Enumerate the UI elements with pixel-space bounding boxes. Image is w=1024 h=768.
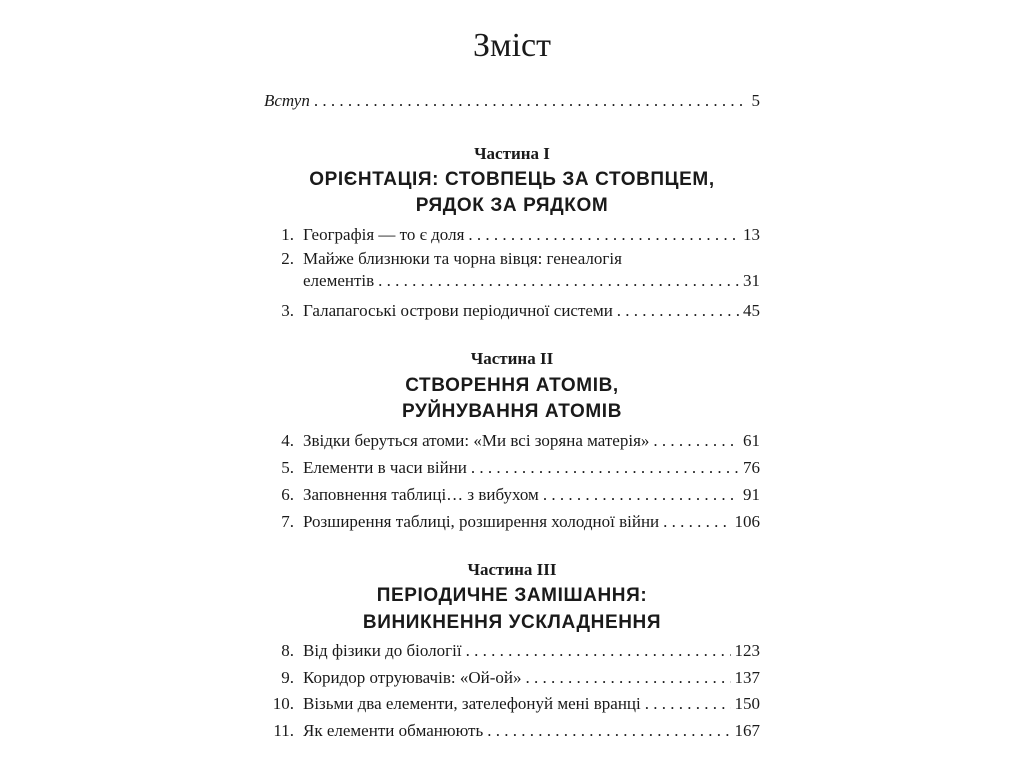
toc-entry[interactable] xyxy=(264,270,760,292)
entry-number: 8. xyxy=(281,641,294,660)
toc-entry[interactable] xyxy=(264,667,760,689)
dot-leader xyxy=(663,511,730,533)
toc-entry[interactable] xyxy=(264,511,760,533)
entry-number: 11. xyxy=(273,721,294,740)
toc-entry[interactable] xyxy=(264,484,760,506)
dot-leader xyxy=(471,457,739,479)
toc-entry[interactable] xyxy=(264,430,760,452)
toc-entry[interactable] xyxy=(264,224,760,246)
dot-leader xyxy=(653,430,739,452)
entry-page: 123 xyxy=(734,641,760,660)
toc-entry[interactable] xyxy=(264,640,760,662)
dot-leader xyxy=(466,640,731,662)
entry-title: Заповнення таблиці… з вибухом xyxy=(303,485,539,504)
entry-title: Як елементи обманюють xyxy=(303,721,484,740)
entry-title-line1: Майже близнюки та чорна вівця: генеалогія xyxy=(303,249,622,268)
entry-number: 5. xyxy=(281,458,294,477)
entry-number: 7. xyxy=(281,512,294,531)
dot-leader xyxy=(645,693,731,715)
toc-entry[interactable] xyxy=(264,693,760,715)
entry-page: 45 xyxy=(743,301,760,320)
dot-leader xyxy=(543,484,739,506)
page-title: Зміст xyxy=(473,27,551,64)
entry-page: 167 xyxy=(734,721,760,740)
toc-entry[interactable] xyxy=(264,457,760,479)
toc-entry-intro[interactable] xyxy=(264,90,760,112)
part-label: Частина II xyxy=(470,349,554,368)
entry-page: 13 xyxy=(743,225,760,244)
entry-title: Коридор отруювачів: «Ой-ой» xyxy=(303,668,522,687)
entry-title: Вступ xyxy=(264,91,310,110)
toc-entry-line1[interactable] xyxy=(264,248,760,270)
dot-leader xyxy=(487,720,730,742)
entry-number: 4. xyxy=(281,431,294,450)
part-title-line: ОРІЄНТАЦІЯ: СТОВПЕЦЬ ЗА СТОВПЦЕМ, xyxy=(309,169,715,190)
entry-number: 1. xyxy=(281,225,294,244)
part-title-line: РЯДОК ЗА РЯДКОМ xyxy=(415,195,609,216)
entry-number: 3. xyxy=(281,301,294,320)
dot-leader xyxy=(378,270,739,292)
toc-entry[interactable] xyxy=(264,300,760,322)
part-title-line: ПЕРІОДИЧНЕ ЗАМІШАННЯ: xyxy=(376,585,648,606)
dot-leader xyxy=(468,224,739,246)
entry-page: 106 xyxy=(734,512,760,531)
dot-leader xyxy=(525,667,730,689)
part-title-line: РУЙНУВАННЯ АТОМІВ xyxy=(401,401,623,422)
entry-page: 150 xyxy=(734,694,760,713)
dot-leader xyxy=(617,300,739,322)
part-title-line: ВИНИКНЕННЯ УСКЛАДНЕННЯ xyxy=(362,612,662,633)
entry-title: Візьми два елементи, зателефонуй мені вранці xyxy=(303,694,641,713)
entry-number: 9. xyxy=(281,668,294,687)
part-label: Частина I xyxy=(474,144,550,163)
entry-page: 76 xyxy=(743,458,760,477)
entry-title: Галапагоські острови періодичної системи xyxy=(303,301,613,320)
entry-number: 2. xyxy=(281,249,294,268)
entry-title: Від фізики до біології xyxy=(303,641,462,660)
entry-number: 6. xyxy=(281,485,294,504)
entry-title: Розширення таблиці, розширення холодної війни xyxy=(303,512,660,531)
dot-leader xyxy=(314,90,748,112)
entry-title: Елементи в часи війни xyxy=(303,458,467,477)
entry-number: 10. xyxy=(272,694,294,713)
entry-page: 61 xyxy=(743,431,760,450)
part-title-line: СТВОРЕННЯ АТОМІВ, xyxy=(405,375,619,396)
entry-title: Географія — то є доля xyxy=(303,225,465,244)
entry-page: 5 xyxy=(751,91,760,110)
entry-title: елементів xyxy=(303,271,375,290)
entry-page: 137 xyxy=(734,668,760,687)
part-label: Частина III xyxy=(467,560,557,579)
entry-page: 91 xyxy=(743,485,760,504)
entry-page: 31 xyxy=(743,271,760,290)
toc-entry[interactable] xyxy=(264,720,760,742)
entry-title: Звідки беруться атоми: «Ми всі зоряна матерія» xyxy=(303,431,650,450)
